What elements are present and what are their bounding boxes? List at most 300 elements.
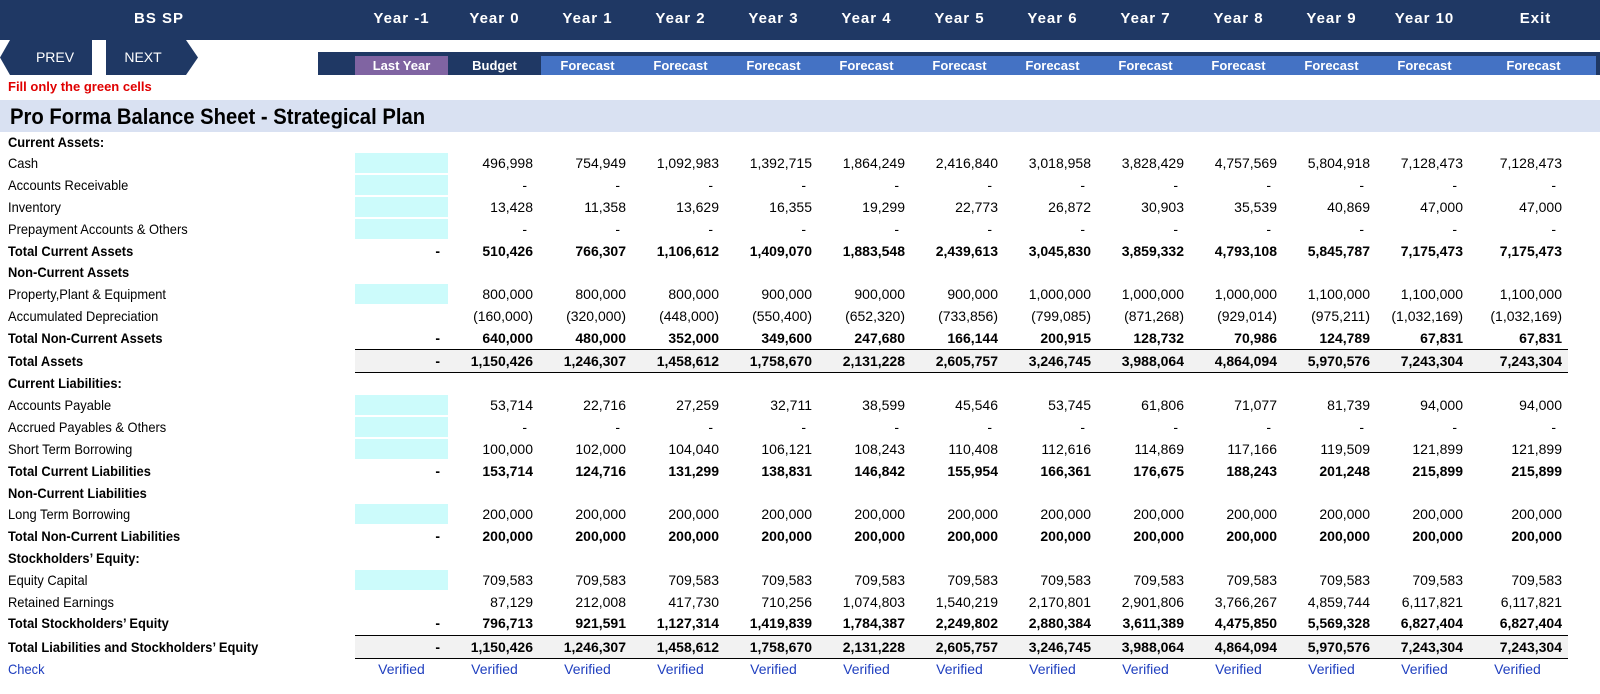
row-label: Short Term Borrowing <box>8 441 133 457</box>
value-cell: 1,150,426 <box>470 353 533 369</box>
row-label: Stockholders’ Equity: <box>8 550 140 566</box>
value-cell: - <box>522 177 527 193</box>
value-cell: 1,409,070 <box>749 243 812 259</box>
table-row <box>0 416 1600 438</box>
value-cell: 13,629 <box>676 199 719 215</box>
value-cell: 47,000 <box>1519 199 1562 215</box>
value-cell: 709,583 <box>482 572 533 588</box>
value-cell: 1,540,219 <box>935 594 998 610</box>
period-type-header: Forecast <box>1192 56 1285 75</box>
value-cell: 1,246,307 <box>563 639 626 655</box>
row-label: Accounts Receivable <box>8 177 129 193</box>
value-cell: 5,970,576 <box>1307 353 1370 369</box>
check-status-cell: Verified <box>657 661 704 677</box>
row-label: Accounts Payable <box>8 397 112 413</box>
value-cell: 3,766,267 <box>1214 594 1277 610</box>
table-row <box>0 591 1600 613</box>
value-cell: (1,032,169) <box>1391 308 1463 324</box>
value-cell: - <box>522 221 527 237</box>
value-cell: 710,256 <box>761 594 812 610</box>
value-cell: - <box>1359 419 1364 435</box>
value-cell: - <box>708 221 713 237</box>
table-row <box>0 482 1600 504</box>
value-cell: 200,000 <box>1133 506 1184 522</box>
next-button[interactable] <box>106 40 198 75</box>
period-type-header: Forecast <box>1006 56 1099 75</box>
row-label: Retained Earnings <box>8 594 114 610</box>
value-cell: (320,000) <box>566 308 626 324</box>
check-status-cell: Verified <box>471 661 518 677</box>
value-cell: 5,804,918 <box>1307 155 1370 171</box>
period-type-header: Forecast <box>1285 56 1378 75</box>
table-row <box>8 349 1568 373</box>
year-header: Year 6 <box>1027 10 1078 27</box>
value-cell: 480,000 <box>575 330 626 346</box>
value-cell: 709,583 <box>1511 572 1562 588</box>
value-cell: - <box>894 419 899 435</box>
value-cell: 496,998 <box>482 155 533 171</box>
value-cell: 131,299 <box>668 463 719 479</box>
value-cell: (652,320) <box>845 308 905 324</box>
year-header: Year 1 <box>562 10 613 27</box>
value-cell: 121,899 <box>1412 441 1463 457</box>
value-cell: 104,040 <box>668 441 719 457</box>
value-cell: 7,175,473 <box>1400 243 1463 259</box>
value-cell: - <box>435 243 440 259</box>
check-status-cell: Verified <box>378 661 425 677</box>
value-cell: 200,000 <box>668 506 719 522</box>
value-cell: (929,014) <box>1217 308 1277 324</box>
value-cell: 417,730 <box>668 594 719 610</box>
value-cell: 709,583 <box>1040 572 1091 588</box>
value-cell: 2,131,228 <box>842 353 905 369</box>
row-label: Total Liabilities and Stockholders’ Equity <box>8 639 259 655</box>
row-label: Long Term Borrowing <box>8 506 131 522</box>
value-cell: - <box>615 221 620 237</box>
value-cell: 53,745 <box>1048 397 1091 413</box>
year-header: Exit <box>1519 10 1552 27</box>
value-cell: 7,243,304 <box>1400 639 1463 655</box>
value-cell: - <box>708 177 713 193</box>
value-cell: 117,166 <box>1227 441 1277 457</box>
value-cell: (871,268) <box>1124 308 1184 324</box>
value-cell: 67,831 <box>1519 330 1562 346</box>
value-cell: 1,074,803 <box>842 594 905 610</box>
value-cell: 709,583 <box>1412 572 1463 588</box>
value-cell: - <box>435 528 440 544</box>
input-cell[interactable] <box>355 570 448 590</box>
value-cell: 124,789 <box>1319 330 1370 346</box>
input-cell[interactable] <box>355 219 448 239</box>
input-cell[interactable] <box>355 284 448 304</box>
year-header: Year 7 <box>1120 10 1171 27</box>
value-cell: 1,100,000 <box>1400 286 1463 302</box>
value-cell: 81,739 <box>1327 397 1370 413</box>
value-cell: 3,988,064 <box>1121 639 1184 655</box>
value-cell: 754,949 <box>575 155 626 171</box>
value-cell: 114,869 <box>1134 441 1184 457</box>
value-cell: 709,583 <box>575 572 626 588</box>
value-cell: - <box>1266 177 1271 193</box>
year-header: Year 10 <box>1394 10 1455 27</box>
value-cell: 3,045,830 <box>1028 243 1091 259</box>
value-cell: 176,675 <box>1133 463 1184 479</box>
value-cell: 201,248 <box>1319 463 1370 479</box>
value-cell: 3,828,429 <box>1121 155 1184 171</box>
period-type-header: Forecast <box>820 56 913 75</box>
row-label: Current Liabilities: <box>8 375 122 391</box>
value-cell: 1,883,548 <box>842 243 905 259</box>
input-cell[interactable] <box>355 175 448 195</box>
value-cell: - <box>987 177 992 193</box>
value-cell: (799,085) <box>1031 308 1091 324</box>
value-cell: 13,428 <box>490 199 533 215</box>
value-cell: - <box>1080 221 1085 237</box>
value-cell: - <box>1359 221 1364 237</box>
row-label: Check <box>8 661 45 677</box>
value-cell: - <box>1173 419 1178 435</box>
value-cell: 1,100,000 <box>1307 286 1370 302</box>
value-cell: 112,616 <box>1041 441 1091 457</box>
value-cell: 2,605,757 <box>935 353 998 369</box>
value-cell: 7,243,304 <box>1499 353 1562 369</box>
value-cell: 40,869 <box>1327 199 1370 215</box>
row-label: Total Non-Current Assets <box>8 330 163 346</box>
period-type-header: Forecast <box>1099 56 1192 75</box>
value-cell: 5,845,787 <box>1307 243 1370 259</box>
value-cell: 709,583 <box>761 572 812 588</box>
input-cell[interactable] <box>355 395 448 415</box>
value-cell: 2,131,228 <box>842 639 905 655</box>
value-cell: 212,008 <box>575 594 626 610</box>
value-cell: 200,000 <box>1040 506 1091 522</box>
next-button-label: NEXT <box>124 49 162 65</box>
value-cell: 200,000 <box>1511 528 1562 544</box>
value-cell: 6,827,404 <box>1400 615 1463 631</box>
value-cell: 7,243,304 <box>1499 639 1562 655</box>
table-row <box>0 196 1600 218</box>
row-label: Equity Capital <box>8 572 88 588</box>
value-cell: 200,000 <box>1040 528 1091 544</box>
table-row <box>0 460 1600 482</box>
page-title: Pro Forma Balance Sheet - Strategical Plan <box>10 104 426 129</box>
period-type-header: Forecast <box>541 56 634 75</box>
table-row <box>0 372 1600 394</box>
value-cell: - <box>708 419 713 435</box>
table-row <box>0 283 1600 305</box>
value-cell: 2,249,802 <box>935 615 998 631</box>
row-label: Total Assets <box>8 353 84 369</box>
year-header: Year 4 <box>841 10 892 27</box>
value-cell: 900,000 <box>761 286 812 302</box>
period-type-header: Budget <box>448 56 541 75</box>
table-row <box>0 525 1600 547</box>
value-cell: 4,475,850 <box>1214 615 1277 631</box>
value-cell: 796,713 <box>482 615 533 631</box>
row-label: Non-Current Liabilities <box>8 485 147 501</box>
value-cell: 510,426 <box>482 243 533 259</box>
value-cell: (550,400) <box>752 308 812 324</box>
value-cell: 4,757,569 <box>1214 155 1277 171</box>
value-cell: - <box>801 177 806 193</box>
value-cell: 47,000 <box>1420 199 1463 215</box>
value-cell: 1,000,000 <box>1214 286 1277 302</box>
value-cell: - <box>894 177 899 193</box>
value-cell: 7,128,473 <box>1499 155 1562 171</box>
prev-button[interactable] <box>0 40 92 75</box>
table-row <box>0 131 1600 153</box>
value-cell: 200,000 <box>854 528 905 544</box>
value-cell: - <box>1551 221 1556 237</box>
value-cell: 6,117,821 <box>1401 594 1463 610</box>
value-cell: - <box>1452 177 1457 193</box>
value-cell: 100,000 <box>482 441 533 457</box>
value-cell: - <box>435 353 440 369</box>
check-status-cell: Verified <box>1215 661 1262 677</box>
value-cell: 22,773 <box>955 199 998 215</box>
value-cell: 53,714 <box>490 397 533 413</box>
input-cell[interactable] <box>355 417 448 437</box>
value-cell: 1,000,000 <box>1121 286 1184 302</box>
value-cell: 35,539 <box>1234 199 1277 215</box>
table-row <box>0 394 1600 416</box>
value-cell: - <box>1080 419 1085 435</box>
value-cell: 1,758,670 <box>749 639 812 655</box>
row-label: Total Current Assets <box>8 243 134 259</box>
row-label: Total Non-Current Liabilities <box>8 528 181 544</box>
value-cell: 200,000 <box>482 506 533 522</box>
check-status-cell: Verified <box>843 661 890 677</box>
value-cell: 128,732 <box>1133 330 1184 346</box>
value-cell: 3,018,958 <box>1028 155 1091 171</box>
value-cell: (733,856) <box>938 308 998 324</box>
check-status-cell: Verified <box>750 661 797 677</box>
table-row <box>0 240 1600 262</box>
header-spacer <box>318 40 1600 52</box>
value-cell: 200,000 <box>761 506 812 522</box>
value-cell: - <box>1080 177 1085 193</box>
value-cell: 19,299 <box>862 199 905 215</box>
value-cell: 6,117,821 <box>1500 594 1562 610</box>
value-cell: 215,899 <box>1511 463 1562 479</box>
value-cell: - <box>1173 177 1178 193</box>
value-cell: 87,129 <box>490 594 533 610</box>
row-label: Inventory <box>8 199 61 215</box>
value-cell: (448,000) <box>659 308 719 324</box>
value-cell: 200,000 <box>1319 528 1370 544</box>
value-cell: 94,000 <box>1519 397 1562 413</box>
value-cell: 1,106,612 <box>656 243 719 259</box>
value-cell: - <box>894 221 899 237</box>
value-cell: 1,458,612 <box>656 353 719 369</box>
value-cell: - <box>435 615 440 631</box>
value-cell: 4,793,108 <box>1214 243 1277 259</box>
year-header: Year -1 <box>373 10 430 27</box>
value-cell: 200,000 <box>1412 528 1463 544</box>
value-cell: 4,864,094 <box>1214 353 1277 369</box>
value-cell: 200,000 <box>761 528 812 544</box>
check-status-cell: Verified <box>564 661 611 677</box>
value-cell: 45,546 <box>955 397 998 413</box>
value-cell: - <box>1359 177 1364 193</box>
value-cell: 166,144 <box>947 330 998 346</box>
input-cell[interactable] <box>355 439 448 459</box>
value-cell: - <box>435 639 440 655</box>
value-cell: 709,583 <box>947 572 998 588</box>
row-label: Prepayment Accounts & Others <box>8 221 188 237</box>
value-cell: (160,000) <box>473 308 533 324</box>
value-cell: 200,000 <box>668 528 719 544</box>
value-cell: 709,583 <box>1319 572 1370 588</box>
value-cell: 200,000 <box>1226 506 1277 522</box>
value-cell: 5,569,328 <box>1307 615 1370 631</box>
year-header: Year 0 <box>469 10 520 27</box>
value-cell: 200,000 <box>482 528 533 544</box>
value-cell: 200,000 <box>575 528 626 544</box>
row-label: Cash <box>8 155 39 171</box>
input-cell[interactable] <box>355 197 448 217</box>
value-cell: - <box>1266 221 1271 237</box>
value-cell: 2,605,757 <box>935 639 998 655</box>
period-type-header: Forecast <box>727 56 820 75</box>
value-cell: 27,259 <box>676 397 719 413</box>
value-cell: 200,000 <box>1226 528 1277 544</box>
value-cell: 26,872 <box>1048 199 1091 215</box>
table-row <box>0 305 1600 327</box>
value-cell: 1,092,983 <box>656 155 719 171</box>
value-cell: 70,986 <box>1234 330 1277 346</box>
value-cell: 30,903 <box>1141 199 1184 215</box>
sheet-tab-title: BS SP <box>133 10 184 27</box>
value-cell: 709,583 <box>1226 572 1277 588</box>
value-cell: 71,077 <box>1234 397 1277 413</box>
value-cell: - <box>801 419 806 435</box>
value-cell: 921,591 <box>575 615 626 631</box>
value-cell: 200,915 <box>1040 330 1091 346</box>
value-cell: 16,355 <box>769 199 812 215</box>
period-type-header: Forecast <box>1471 56 1596 75</box>
value-cell: (1,032,169) <box>1490 308 1562 324</box>
value-cell: 124,716 <box>575 463 626 479</box>
value-cell: 4,864,094 <box>1214 639 1277 655</box>
value-cell: 3,611,389 <box>1122 615 1184 631</box>
value-cell: 200,000 <box>854 506 905 522</box>
value-cell: - <box>987 419 992 435</box>
period-type-header: Last Year <box>355 56 448 75</box>
value-cell: 1,458,612 <box>656 639 719 655</box>
value-cell: 800,000 <box>482 286 533 302</box>
value-cell: - <box>987 221 992 237</box>
value-cell: 3,246,745 <box>1028 353 1091 369</box>
year-header: Year 5 <box>934 10 985 27</box>
row-label: Property,Plant & Equipment <box>8 286 166 302</box>
value-cell: - <box>615 419 620 435</box>
value-cell: - <box>1452 419 1457 435</box>
check-status-cell: Verified <box>1029 661 1076 677</box>
value-cell: - <box>522 419 527 435</box>
input-cell[interactable] <box>355 504 448 524</box>
instruction-note: Fill only the green cells <box>8 79 152 94</box>
value-cell: 3,246,745 <box>1028 639 1091 655</box>
check-status-cell: Verified <box>1122 661 1169 677</box>
check-status-cell: Verified <box>936 661 983 677</box>
check-status-cell: Verified <box>1308 661 1355 677</box>
table-row <box>0 612 1600 634</box>
table-row <box>0 658 1600 680</box>
value-cell: 155,954 <box>947 463 998 479</box>
value-cell: 247,680 <box>854 330 905 346</box>
value-cell: 121,899 <box>1511 441 1562 457</box>
value-cell: 200,000 <box>1412 506 1463 522</box>
value-cell: 1,784,387 <box>842 615 905 631</box>
value-cell: 2,901,806 <box>1121 594 1184 610</box>
value-cell: 1,150,426 <box>470 639 533 655</box>
check-status-cell: Verified <box>1401 661 1448 677</box>
row-label: Total Current Liabilities <box>8 463 151 479</box>
value-cell: 2,416,840 <box>935 155 998 171</box>
value-cell: 102,000 <box>575 441 626 457</box>
value-cell: 900,000 <box>947 286 998 302</box>
value-cell: 146,842 <box>854 463 905 479</box>
row-label: Non-Current Assets <box>8 264 130 280</box>
table-row <box>0 218 1600 240</box>
period-type-header: Forecast <box>1378 56 1471 75</box>
value-cell: 6,827,404 <box>1499 615 1562 631</box>
value-cell: 200,000 <box>947 506 998 522</box>
value-cell: 67,831 <box>1420 330 1463 346</box>
table-row <box>8 635 1568 659</box>
row-label: Current Assets: <box>8 134 105 150</box>
value-cell: 108,243 <box>854 441 905 457</box>
value-cell: 1,246,307 <box>563 353 626 369</box>
value-cell: 349,600 <box>761 330 812 346</box>
value-cell: (975,211) <box>1311 308 1370 324</box>
value-cell: 215,899 <box>1412 463 1463 479</box>
value-cell: 200,000 <box>947 528 998 544</box>
table-row <box>0 569 1600 591</box>
table-row <box>0 547 1600 569</box>
period-type-header: Forecast <box>913 56 1006 75</box>
value-cell: 38,599 <box>862 397 905 413</box>
value-cell: 7,175,473 <box>1499 243 1562 259</box>
value-cell: 32,711 <box>770 397 812 413</box>
value-cell: 7,243,304 <box>1400 353 1463 369</box>
input-cell[interactable] <box>355 153 448 173</box>
value-cell: 766,307 <box>575 243 626 259</box>
prev-button-label: PREV <box>35 49 75 65</box>
value-cell: - <box>435 330 440 346</box>
value-cell: 166,361 <box>1040 463 1091 479</box>
value-cell: 153,714 <box>482 463 533 479</box>
value-cell: 1,419,839 <box>749 615 812 631</box>
value-cell: 640,000 <box>482 330 533 346</box>
value-cell: 709,583 <box>668 572 719 588</box>
value-cell: - <box>1551 177 1556 193</box>
value-cell: 800,000 <box>668 286 719 302</box>
year-header: Year 9 <box>1306 10 1357 27</box>
value-cell: - <box>1173 221 1178 237</box>
value-cell: 709,583 <box>1133 572 1184 588</box>
row-label: Accumulated Depreciation <box>8 308 159 324</box>
value-cell: - <box>1551 419 1556 435</box>
value-cell: 5,970,576 <box>1307 639 1370 655</box>
year-header: Year 2 <box>655 10 706 27</box>
value-cell: 106,121 <box>761 441 812 457</box>
value-cell: 200,000 <box>1133 528 1184 544</box>
row-label: Total Stockholders’ Equity <box>8 615 169 631</box>
value-cell: 352,000 <box>668 330 719 346</box>
value-cell: 1,127,314 <box>656 615 719 631</box>
